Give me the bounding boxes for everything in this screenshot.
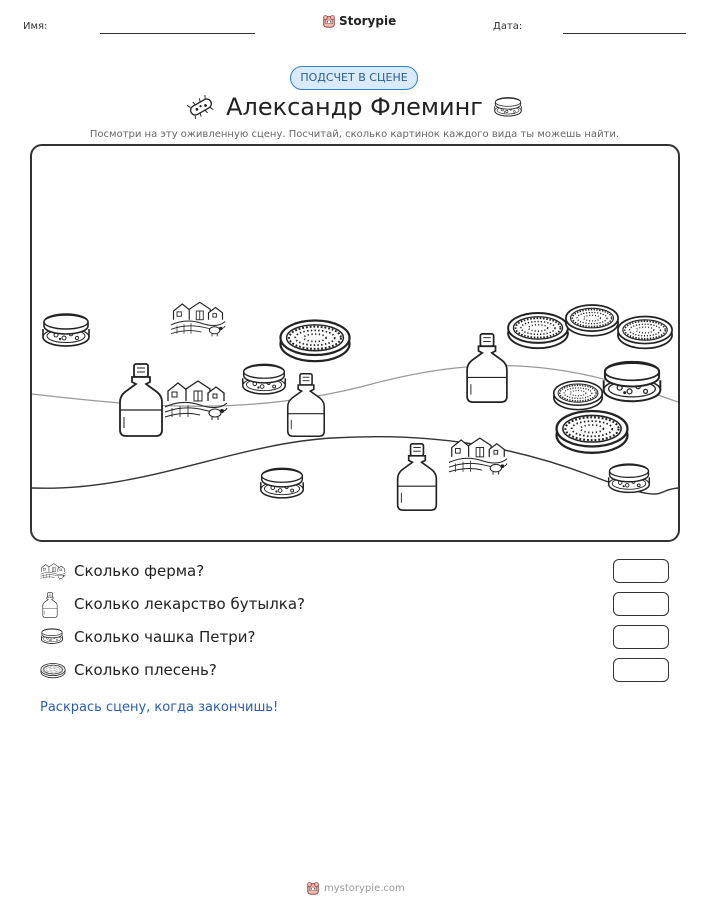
farm-icon xyxy=(40,561,66,581)
instructions-text: Посмотри на эту оживленную сцену. Посчитай, сколько картинок каждого вида ты можешь найти. xyxy=(89,129,620,140)
mold-3[interactable] xyxy=(566,305,618,336)
site-footer xyxy=(306,880,405,896)
mascot-icon xyxy=(322,13,336,29)
question-text: Сколько лекарство бутылка? xyxy=(74,595,306,613)
question-row-farm xyxy=(40,559,670,585)
petri-dish-3[interactable] xyxy=(261,468,303,498)
petri-dish-4[interactable] xyxy=(604,362,661,401)
question-row-mold xyxy=(40,658,670,684)
bottle-1[interactable] xyxy=(120,364,162,436)
question-text: Сколько ферма? xyxy=(74,562,205,580)
answer-box-bottle[interactable] xyxy=(613,592,669,616)
answer-box-farm[interactable] xyxy=(613,559,669,583)
farm-1[interactable] xyxy=(171,302,225,336)
brand-name: Storypie xyxy=(339,14,397,28)
bottle-3[interactable] xyxy=(467,334,507,402)
bottle-icon xyxy=(40,592,60,618)
petri-dish-icon xyxy=(493,96,523,120)
mascot-icon xyxy=(306,880,320,896)
farm-2[interactable] xyxy=(165,381,227,420)
question-row-petri xyxy=(40,625,670,651)
petri-dish-icon xyxy=(40,627,64,647)
petri-dish-5[interactable] xyxy=(609,464,650,492)
question-row-bottle xyxy=(40,592,670,618)
mold-icon xyxy=(40,660,66,680)
coloring-instruction: Раскрась сцену, когда закончишь! xyxy=(40,700,279,715)
site-url: mystorypie.com xyxy=(324,882,405,894)
brand-logo xyxy=(322,13,396,29)
date-label: Дата: xyxy=(493,21,523,32)
petri-dish-2[interactable] xyxy=(243,364,285,394)
scene-drawing xyxy=(32,146,678,540)
bottle-4[interactable] xyxy=(398,444,437,510)
activity-badge: ПОДСЧЕТ В СЦЕНЕ xyxy=(290,66,418,90)
mold-2[interactable] xyxy=(508,313,568,348)
name-label: Имя: xyxy=(23,21,48,32)
question-text: Сколько плесень? xyxy=(74,661,217,679)
page-title: Александр Флеминг xyxy=(226,93,483,121)
counting-scene xyxy=(30,144,680,542)
date-line[interactable] xyxy=(563,33,686,34)
mold-4[interactable] xyxy=(618,317,672,349)
farm-3[interactable] xyxy=(449,438,507,475)
question-text: Сколько чашка Петри? xyxy=(74,628,256,646)
name-line[interactable] xyxy=(100,33,255,34)
mold-6[interactable] xyxy=(557,411,628,453)
bottle-2[interactable] xyxy=(288,374,324,437)
petri-dish-1[interactable] xyxy=(43,314,89,346)
answer-box-petri[interactable] xyxy=(613,625,669,649)
mold-5[interactable] xyxy=(554,381,603,410)
answer-box-mold[interactable] xyxy=(613,658,669,682)
mold-1[interactable] xyxy=(280,321,349,362)
